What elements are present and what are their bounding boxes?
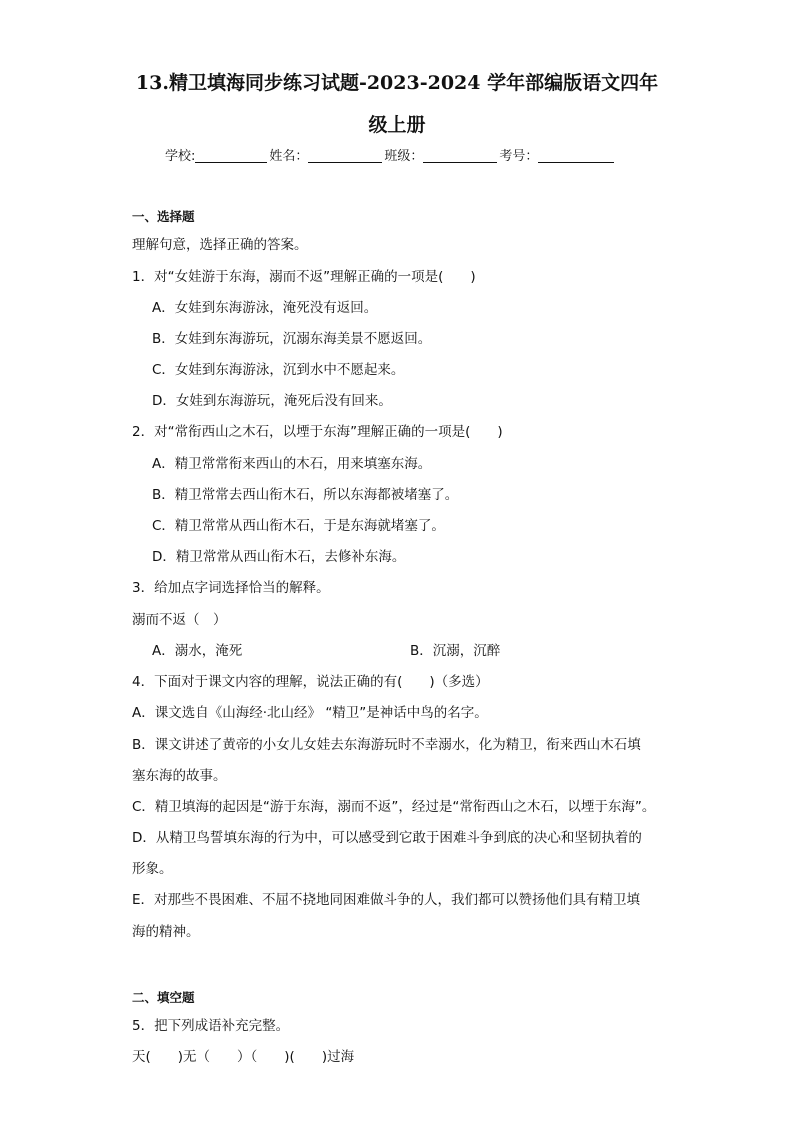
q2-option-a[interactable]: A．精卫常常衔来西山的木石，用来填塞东海。: [152, 456, 432, 472]
q3-stem: 3．给加点字词选择恰当的解释。: [132, 580, 330, 596]
school-label: 学校:: [165, 149, 196, 164]
name-label: 姓名：: [269, 149, 309, 164]
number-label: 考号：: [499, 149, 539, 164]
q3-word: 溺而不返（ ）: [132, 612, 227, 628]
section2-heading: 二、填空题: [132, 990, 195, 1005]
student-info-row: [165, 145, 614, 164]
q4-option-b-cont: 塞东海的故事。: [132, 768, 227, 784]
q2-stem: 2．对“常衔西山之木石，以堙于东海”理解正确的一项是( ): [132, 424, 503, 440]
q2-option-b[interactable]: B．精卫常常去西山衔木石，所以东海都被堵塞了。: [152, 487, 459, 503]
q3-option-b[interactable]: B．沉溺，沉醉: [410, 643, 501, 659]
q4-option-d[interactable]: D．从精卫鸟誓填东海的行为中，可以感受到它敢于困难斗争到底的决心和坚韧执着的: [132, 830, 642, 846]
q4-option-e[interactable]: E．对那些不畏困难、不屈不挠地同困难做斗争的人，我们都可以赞扬他们具有精卫填: [132, 892, 641, 908]
class-label: 班级：: [384, 149, 424, 164]
name-blank[interactable]: [308, 148, 382, 163]
q5-stem: 5．把下列成语补充完整。: [132, 1018, 290, 1034]
section1-instruction: 理解句意，选择正确的答案。: [132, 237, 308, 253]
q2-option-c[interactable]: C．精卫常常从西山衔木石，于是东海就堵塞了。: [152, 518, 445, 534]
q1-option-c[interactable]: C．女娃到东海游泳，沉到水中不愿起来。: [152, 362, 405, 378]
section1-heading: 一、选择题: [132, 209, 195, 224]
number-blank[interactable]: [538, 148, 614, 163]
q1-stem: 1．对“女娃游于东海，溺而不返”理解正确的一项是( ): [132, 269, 476, 285]
q4-option-b[interactable]: B．课文讲述了黄帝的小女儿女娃去东海游玩时不幸溺水，化为精卫，衔来西山木石填: [132, 737, 641, 753]
q4-option-e-cont: 海的精神。: [132, 924, 200, 940]
q4-stem: 4．下面对于课文内容的理解，说法正确的有( )（多选）: [132, 674, 489, 690]
q3-option-a[interactable]: A．溺水，淹死: [152, 643, 243, 659]
doc-title-line1: 13.精卫填海同步练习试题-2023-2024 学年部编版语文四年: [135, 72, 659, 94]
school-blank[interactable]: [195, 148, 267, 163]
q1-option-b[interactable]: B．女娃到东海游玩，沉溺东海美景不愿返回。: [152, 331, 432, 347]
q5-idiom-blanks[interactable]: 天( )无（ ）（ )( )过海: [132, 1049, 355, 1065]
q2-option-d[interactable]: D．精卫常常从西山衔木石，去修补东海。: [152, 549, 406, 565]
q1-option-a[interactable]: A．女娃到东海游泳，淹死没有返回。: [152, 300, 378, 316]
q4-option-c[interactable]: C．精卫填海的起因是“游于东海，溺而不返”，经过是“常衔西山之木石，以堙于东海”。: [132, 799, 656, 815]
q1-option-d[interactable]: D．女娃到东海游玩，淹死后没有回来。: [152, 393, 392, 409]
doc-title-line2: 级上册: [368, 114, 426, 136]
q4-option-d-cont: 形象。: [132, 861, 173, 877]
class-blank[interactable]: [423, 148, 497, 163]
q4-option-a[interactable]: A．课文选自《山海经·北山经》 “精卫”是神话中鸟的名字。: [132, 705, 488, 721]
